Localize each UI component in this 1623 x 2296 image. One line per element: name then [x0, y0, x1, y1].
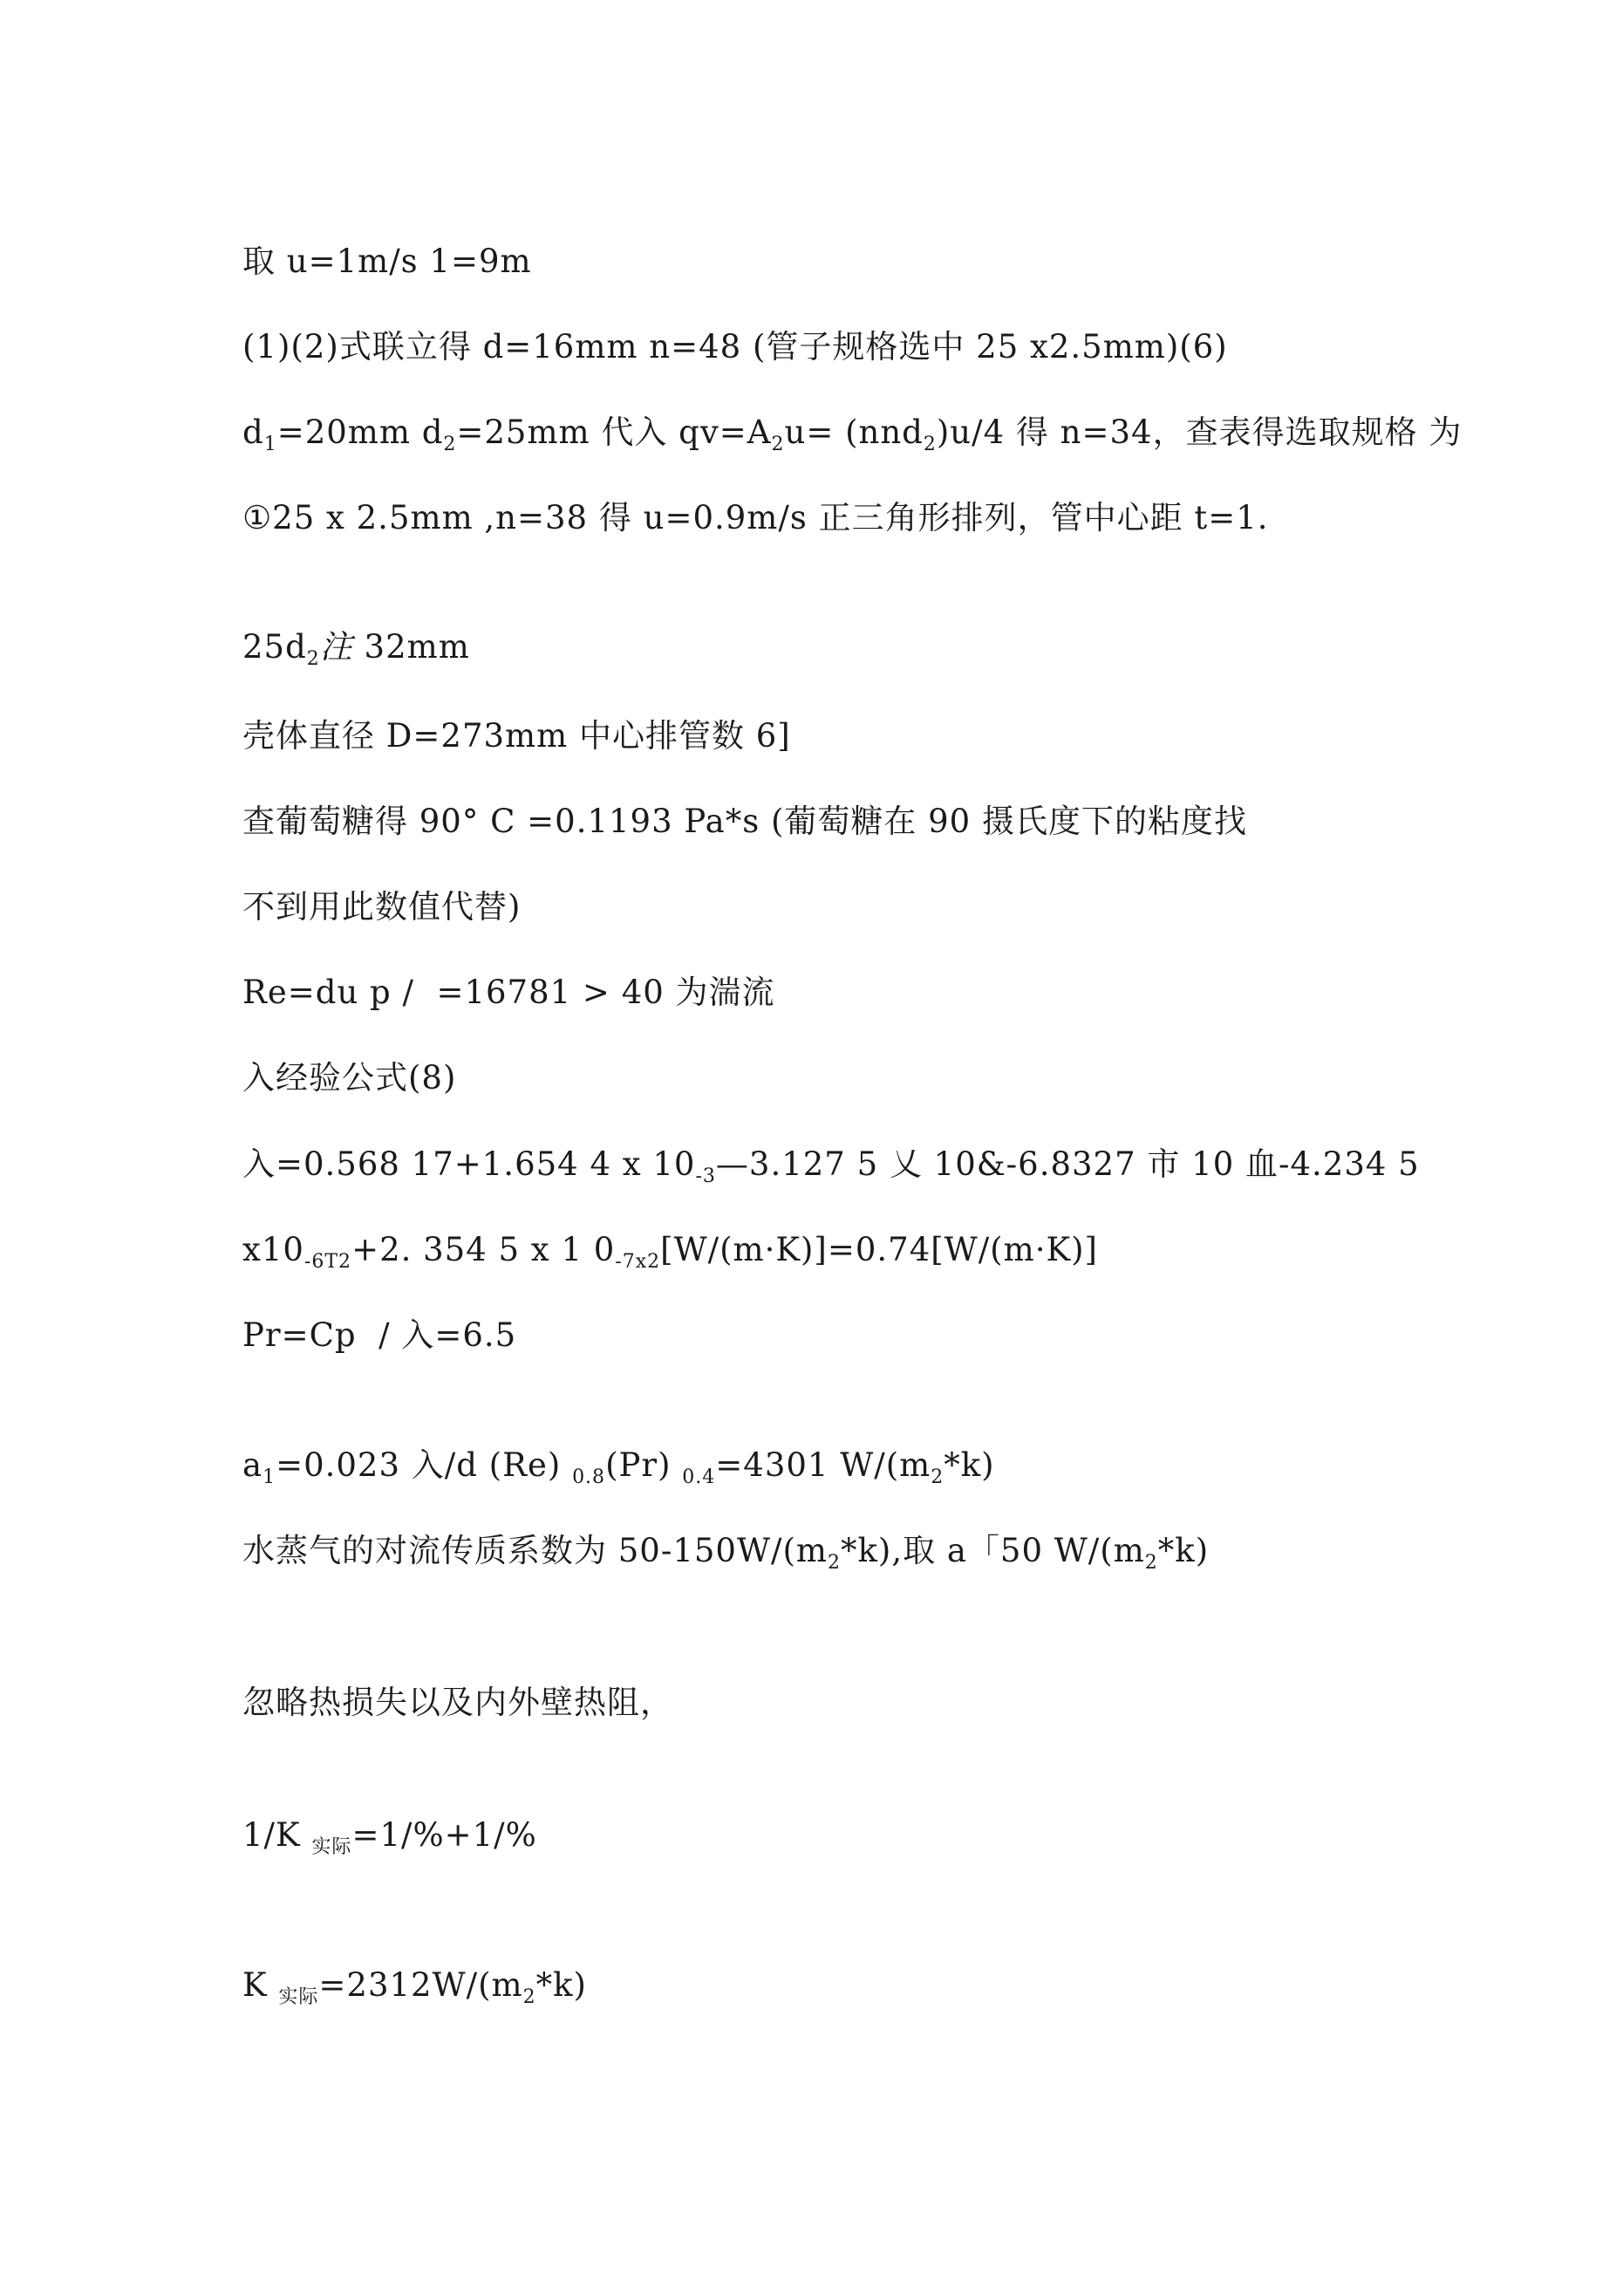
- subscript: 2: [923, 434, 937, 455]
- subscript: 2: [931, 1466, 944, 1488]
- line-text: 取 u=1m/s 1=9m: [242, 243, 532, 280]
- line-text: (Pr): [605, 1446, 683, 1484]
- text-line-5: [242, 626, 470, 673]
- line-text: =2312W/(m: [318, 1966, 523, 2004]
- subscript: -6T2: [303, 1251, 352, 1273]
- text-line-4: [242, 497, 1269, 539]
- text-line-1: [242, 241, 532, 283]
- text-line-11: [242, 1144, 1420, 1191]
- subscript: 2: [306, 648, 320, 670]
- text-line-8: [242, 886, 521, 928]
- line-text: )u/4 得 n=34，查表得选取规格 为: [936, 413, 1463, 451]
- text-line-15: [242, 1530, 1209, 1577]
- line-text: =0.023 入/d (Re): [276, 1446, 573, 1484]
- subscript: 2: [522, 1986, 536, 2008]
- text-line-9: [242, 972, 775, 1014]
- line-text: 25d: [242, 628, 307, 666]
- line-text: 壳体直径 D=273mm 中心排管数 6]: [242, 717, 791, 755]
- line-text: x10: [242, 1231, 304, 1268]
- line-text: 入经验公式(8): [242, 1059, 457, 1097]
- line-text: a: [242, 1446, 263, 1484]
- subscript: 1: [263, 1466, 276, 1488]
- line-text: ①25 x 2.5mm ,n=38 得 u=0.9m/s 正三角形排列，管中心距 t=1.: [242, 499, 1269, 536]
- text-line-2: [242, 326, 1228, 368]
- line-text: u= (nnd: [784, 413, 924, 451]
- line-text: 不到用此数值代替): [242, 888, 522, 926]
- text-line-10: [242, 1057, 456, 1099]
- subscript: 0.4: [682, 1466, 716, 1488]
- line-text: =4301 W/(m: [715, 1446, 931, 1484]
- line-text: 入=0.568 17+1.654 4 x 10: [242, 1145, 696, 1183]
- subscript: 2: [1144, 1552, 1158, 1574]
- line-text: —3.127 5 乂 10&-6.8327 市 10 血-4.234 5: [715, 1145, 1420, 1183]
- line-text: 忽略热损失以及内外壁热阻，: [242, 1684, 673, 1721]
- line-text: Pr=Cp / 入=6.5: [242, 1316, 517, 1354]
- subscript: -3: [695, 1165, 716, 1187]
- line-text: =20mm d: [276, 413, 444, 451]
- text-line-17: [242, 1814, 537, 1862]
- text-line-6: [242, 715, 791, 757]
- subscript: 0.8: [572, 1466, 606, 1488]
- text-line-3: [242, 412, 1462, 459]
- subscript: 2: [827, 1552, 841, 1574]
- text-line-12: [242, 1229, 1098, 1276]
- text-line-18: [242, 1965, 587, 2012]
- line-text: =1/%+1/%: [351, 1816, 537, 1854]
- text-line-13: [242, 1315, 516, 1356]
- line-text: 水蒸气的对流传质系数为 50-150W/(m: [242, 1532, 828, 1569]
- subscript: 2: [443, 434, 457, 455]
- line-text: 32mm: [352, 628, 470, 666]
- text-line-7: [242, 801, 1247, 843]
- line-text: *k): [944, 1446, 995, 1484]
- line-text: *k): [1157, 1532, 1210, 1569]
- line-text: K: [242, 1966, 279, 2004]
- line-text: Re=du p / =16781 > 40 为湍流: [242, 974, 775, 1011]
- subscript: 实际: [311, 1836, 352, 1858]
- text-line-16: [242, 1682, 673, 1724]
- line-text: (1)(2)式联立得 d=16mm n=48 (管子规格选中 25 x2.5mm)(6): [242, 328, 1228, 366]
- line-text: =25mm 代入 qv=A: [456, 413, 772, 451]
- text-line-14: [242, 1445, 995, 1492]
- line-text: *k),取 a「50 W/(m: [840, 1532, 1145, 1569]
- line-text: 1/K: [242, 1816, 312, 1854]
- subscript: 实际: [278, 1986, 319, 2008]
- line-text: *k): [535, 1966, 587, 2004]
- line-text: [W/(m·K)]=0.74[W/(m·K)]: [660, 1231, 1098, 1268]
- line-text: +2. 354 5 x 1 0: [351, 1231, 616, 1268]
- line-text: 查葡萄糖得 90° C =0.1193 Pa*s (葡萄糖在 90 摄氏度下的粘度找: [242, 803, 1247, 840]
- subscript: 1: [263, 434, 277, 455]
- subscript: -7x2: [615, 1251, 661, 1273]
- subscript: 2: [771, 434, 785, 455]
- line-text: d: [242, 413, 264, 451]
- italic-text: 注: [319, 628, 353, 666]
